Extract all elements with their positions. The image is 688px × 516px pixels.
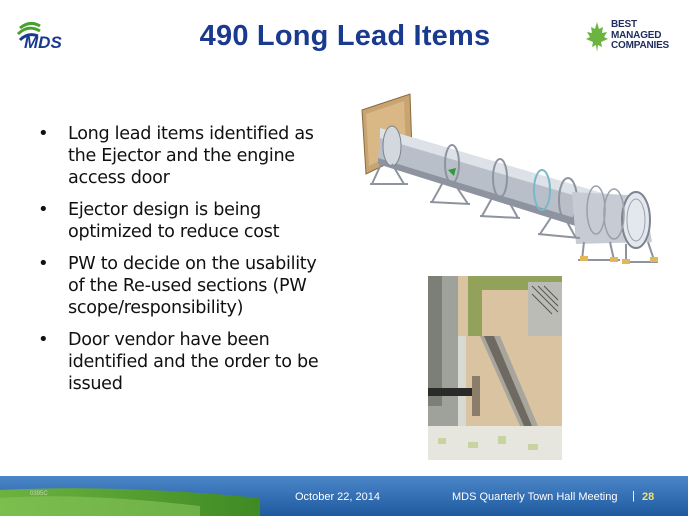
bullet-item: • Ejector design is being optimized to reduce cost	[38, 199, 338, 243]
maple-leaf-icon	[584, 20, 610, 54]
page-title: 490 Long Lead Items	[199, 20, 491, 52]
footer-banner	[0, 476, 688, 516]
page-number: 28	[642, 491, 655, 503]
ejector-render-image	[352, 92, 668, 270]
engine-door-image	[428, 276, 562, 460]
footer-meeting-title: MDS Quarterly Town Hall Meeting	[452, 491, 618, 503]
mds-swoosh-icon	[16, 18, 108, 58]
bullet-item: • PW to decide on the usability of the Re-used sections (PW scope/responsibility)	[38, 253, 338, 319]
footer-separator: |	[632, 490, 635, 502]
best-managed-logo	[584, 18, 676, 58]
footer-date: October 22, 2014	[295, 491, 381, 503]
bullet-item: • Long lead items identified as the Ejector and the engine access door	[38, 123, 338, 189]
mds-logo-text: MDS	[24, 33, 62, 52]
bullet-item: • Door vendor have been identified and the order to be issued	[38, 329, 338, 395]
bullet-list	[38, 123, 338, 405]
best-managed-text: BEST MANAGED COMPANIES	[611, 19, 670, 51]
mds-logo	[16, 18, 108, 58]
footer-code: 0395C	[30, 491, 48, 497]
